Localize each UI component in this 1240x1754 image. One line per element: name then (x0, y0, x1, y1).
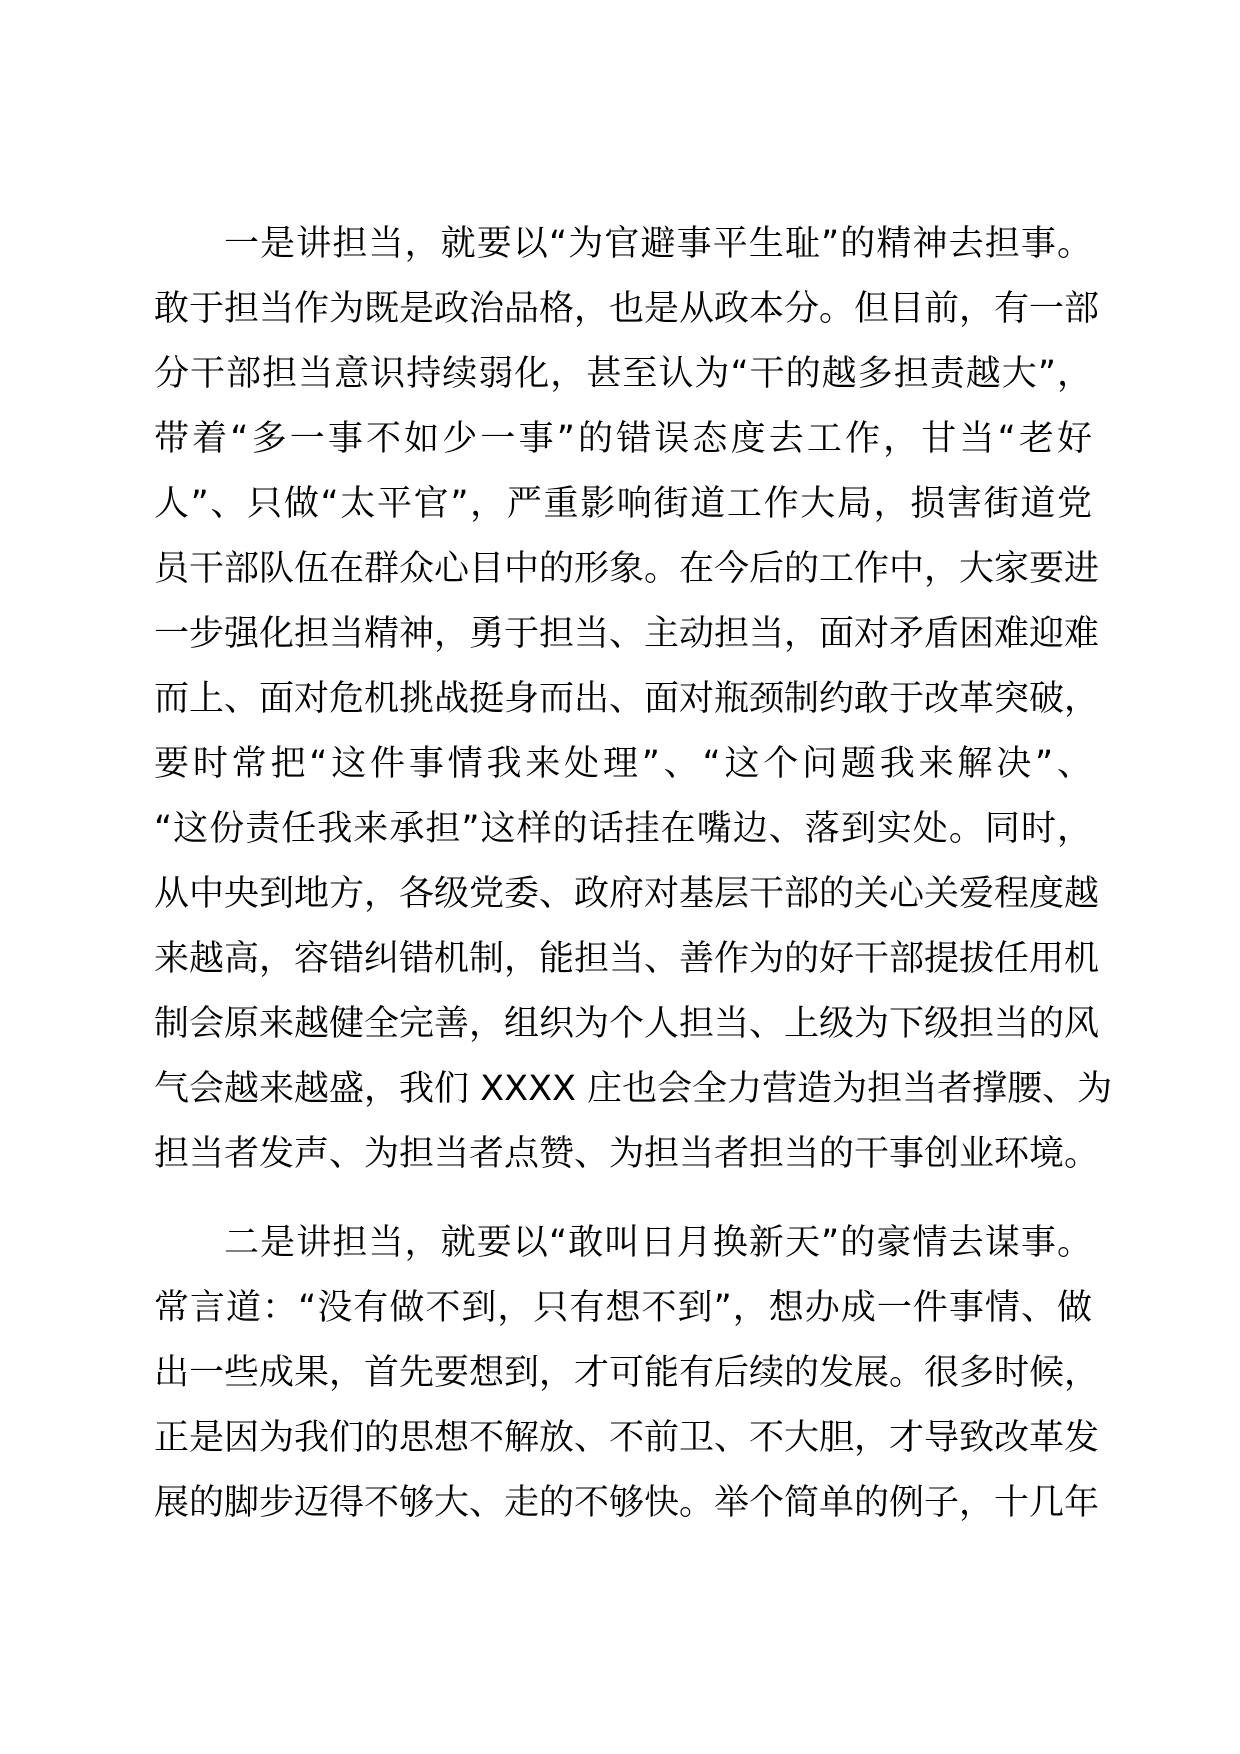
paragraph-line: “这份责任我来承担”这样的话挂在嘴边、落到实处。同时， (154, 809, 1092, 849)
document-body (154, 212, 1113, 1536)
paragraph-line: 一是讲担当，就要以“为官避事平生耻”的精神去担事。 (224, 224, 1092, 264)
paragraph-line: 来越高，容错纠错机制，能担当、善作为的好干部提拔任用机 (154, 939, 1100, 979)
paragraph-1 (154, 212, 1113, 1187)
paragraph-line: 分干部担当意识持续弱化，甚至认为“干的越多担责越大”， (154, 354, 1092, 394)
paragraph-line: 敢于担当作为既是政治品格，也是从政本分。但目前，有一部 (154, 289, 1100, 329)
paragraph-line: 展的脚步迈得不够大、走的不够快。举个简单的例子，十几年 (154, 1483, 1100, 1523)
paragraph-line: 气会越来越盛，我们 XXXX 庄也会全力营造为担当者撑腰、为 (154, 1069, 1113, 1109)
paragraph-line: 要时常把“这件事情我来处理”、“这个问题我来解决”、 (154, 744, 1092, 784)
paragraph-spacer (154, 1187, 1092, 1211)
paragraph-line: 带着“多一事不如少一事”的错误态度去工作，甘当“老好 (154, 419, 1092, 459)
paragraph-line: 员干部队伍在群众心目中的形象。在今后的工作中，大家要进 (154, 549, 1100, 589)
paragraph-line: 而上、面对危机挑战挺身而出、面对瓶颈制约敢于改革突破， (154, 679, 1100, 719)
paragraph-line: 正是因为我们的思想不解放、不前卫、不大胆，才导致改革发 (154, 1418, 1100, 1458)
paragraph-line: 人”、只做“太平官”，严重影响街道工作大局，损害街道党 (154, 484, 1092, 524)
paragraph-line: 二是讲担当，就要以“敢叫日月换新天”的豪情去谋事。 (224, 1223, 1092, 1263)
paragraph-line: 从中央到地方，各级党委、政府对基层干部的关心关爱程度越 (154, 874, 1100, 914)
paragraph-line: 出一些成果，首先要想到，才可能有后续的发展。很多时候， (154, 1353, 1100, 1393)
paragraph-line: 制会原来越健全完善，组织为个人担当、上级为下级担当的风 (154, 1004, 1100, 1044)
paragraph-line: 担当者发声、为担当者点赞、为担当者担当的干事创业环境。 (154, 1134, 1100, 1174)
paragraph-2 (154, 1211, 1100, 1536)
paragraph-line: 常言道：“没有做不到，只有想不到”，想办成一件事情、做 (154, 1288, 1092, 1328)
paragraph-line: 一步强化担当精神，勇于担当、主动担当，面对矛盾困难迎难 (154, 614, 1100, 654)
